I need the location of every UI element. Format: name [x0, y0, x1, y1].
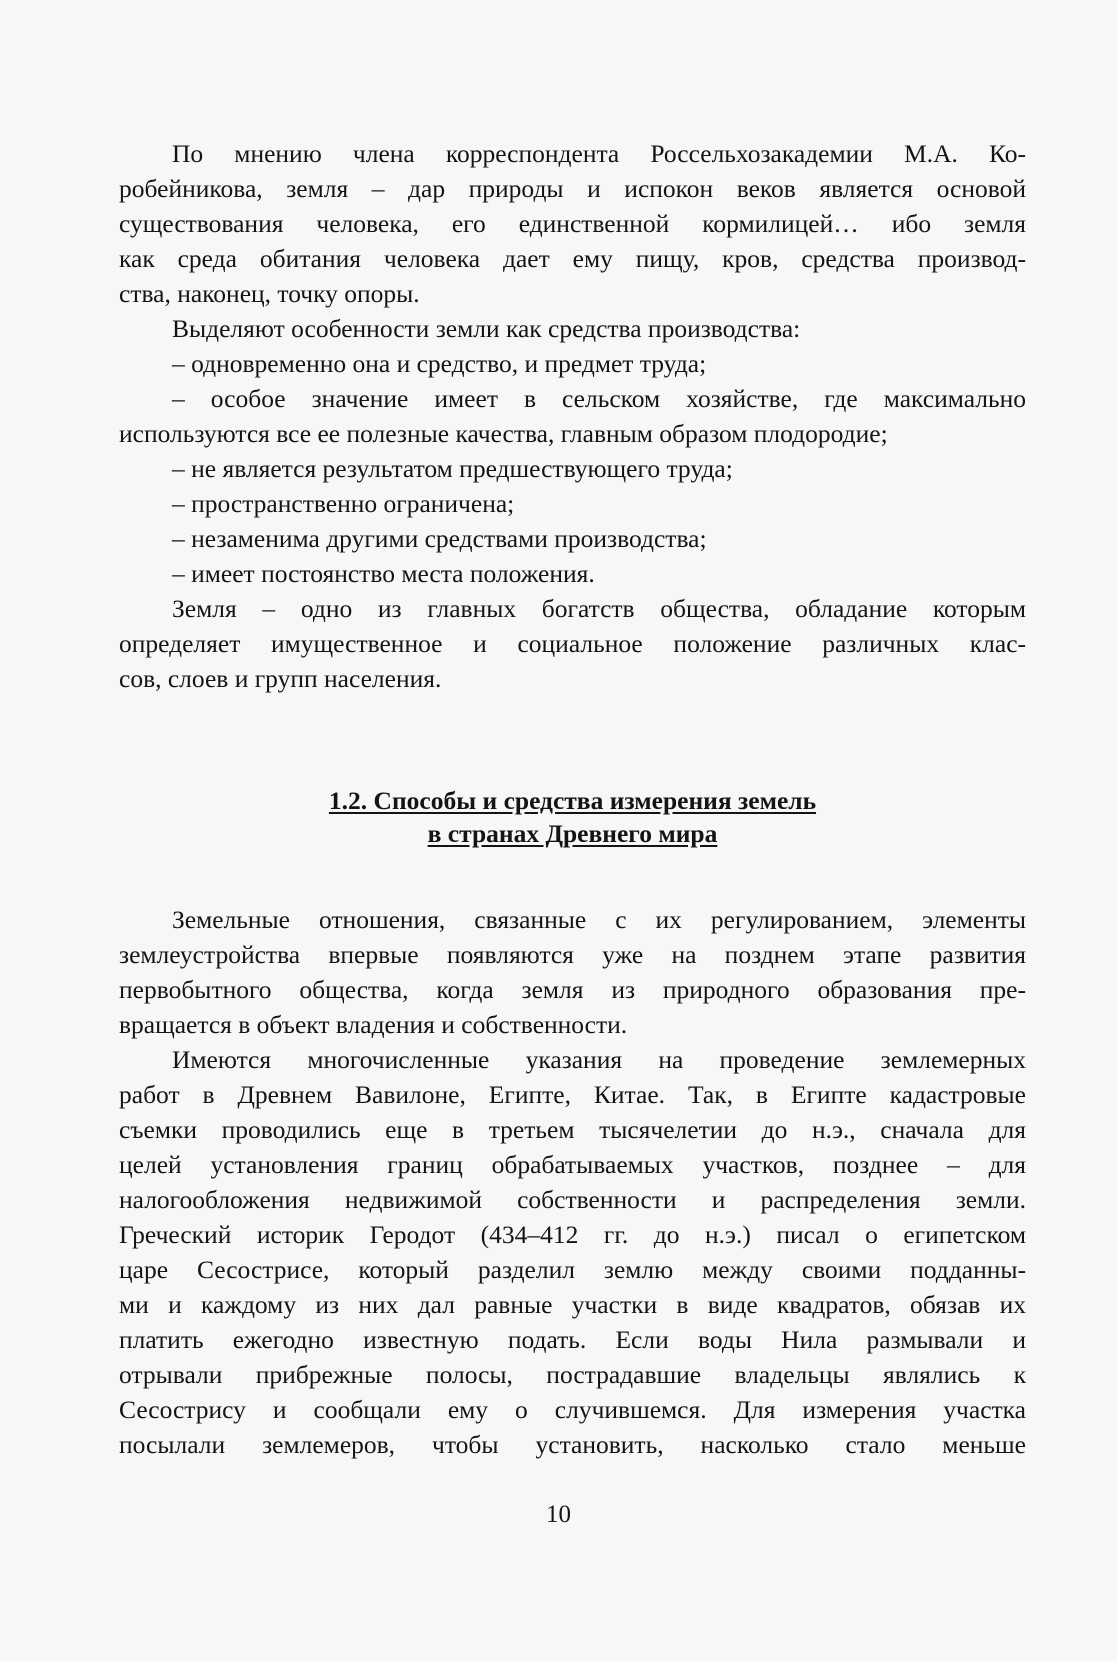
text-line: вращается в объект владения и собственности. — [119, 1010, 628, 1039]
text-line: По мнению члена корреспондента Россельхозакадемии М.А. Ко- — [172, 139, 1026, 168]
page-number: 10 — [546, 1501, 571, 1528]
text-line: Земельные отношения, связанные с их регулированием, элементы — [172, 905, 1026, 934]
text-line: налогообложения недвижимой собственности и распределения земли. — [119, 1185, 1026, 1214]
text-line: отрывали прибрежные полосы, пострадавшие владельцы являлись к — [119, 1360, 1026, 1389]
list-item — [119, 556, 1026, 591]
features-list — [119, 346, 1026, 591]
text-line: – имеет постоянство места положения. — [172, 559, 595, 588]
page-body — [119, 136, 1026, 1462]
list-item — [119, 381, 1026, 451]
text-line: первобытного общества, когда земля из природного образования пре- — [119, 975, 1026, 1004]
section-heading-line-2: в странах Древнего мира — [427, 819, 718, 848]
text-line: – пространственно ограничена; — [172, 489, 515, 518]
list-item — [119, 346, 1026, 381]
text-line: – незаменима другими средствами производства; — [172, 524, 707, 553]
text-line: используются все ее полезные качества, главным образом плодородие; — [119, 419, 888, 448]
text-line: целей установления границ обрабатываемых участков, позднее – для — [119, 1150, 1026, 1179]
intro-paragraph-3 — [119, 591, 1026, 696]
text-line: платить ежегодно известную подать. Если воды Нила размывали и — [119, 1325, 1026, 1354]
section-heading — [119, 784, 1026, 850]
text-line: съемки проводились еще в третьем тысячелетии до н.э., сначала для — [119, 1115, 1026, 1144]
text-line: посылали землемеров, чтобы установить, насколько стало меньше — [119, 1430, 1026, 1459]
text-line: – не является результатом предшествующего труда; — [172, 454, 733, 483]
text-line: – одновременно она и средство, и предмет труда; — [172, 349, 707, 378]
text-line: Выделяют особенности земли как средства производства: — [172, 314, 801, 343]
section-paragraph-2 — [119, 1042, 1026, 1462]
text-line: сов, слоев и групп населения. — [119, 664, 442, 693]
intro-paragraph-1 — [119, 136, 1026, 311]
text-line: Греческий историк Геродот (434–412 гг. до н.э.) писал о египетском — [119, 1220, 1026, 1249]
list-item — [119, 521, 1026, 556]
text-line: работ в Древнем Вавилоне, Египте, Китае. Так, в Египте кадастровые — [119, 1080, 1026, 1109]
text-line: землеустройства впервые появляются уже на позднем этапе развития — [119, 940, 1026, 969]
section-paragraph-1 — [119, 902, 1026, 1042]
list-item — [119, 486, 1026, 521]
text-line: – особое значение имеет в сельском хозяйстве, где максимально — [172, 384, 1026, 413]
intro-paragraph-2 — [119, 311, 1026, 346]
text-line: Сесострису и сообщали ему о случившемся. Для измерения участка — [119, 1395, 1026, 1424]
text-line: робейникова, земля – дар природы и испокон веков является основой — [119, 174, 1026, 203]
text-line: как среда обитания человека дает ему пищу, кров, средства производ- — [119, 244, 1026, 273]
section-heading-line-1: 1.2. Способы и средства измерения земель — [328, 786, 817, 815]
text-line: Имеются многочисленные указания на проведение землемерных — [172, 1045, 1026, 1074]
text-line: царе Сесострисе, который разделил землю между своими подданны- — [119, 1255, 1026, 1284]
list-item — [119, 451, 1026, 486]
text-line: ства, наконец, точку опоры. — [119, 279, 420, 308]
text-line: существования человека, его единственной кормилицей… ибо земля — [119, 209, 1026, 238]
text-line: Земля – одно из главных богатств общества, обладание которым — [172, 594, 1026, 623]
text-line: ми и каждому из них дал равные участки в виде квадратов, обязав их — [119, 1290, 1026, 1319]
text-line: определяет имущественное и социальное положение различных клас- — [119, 629, 1026, 658]
